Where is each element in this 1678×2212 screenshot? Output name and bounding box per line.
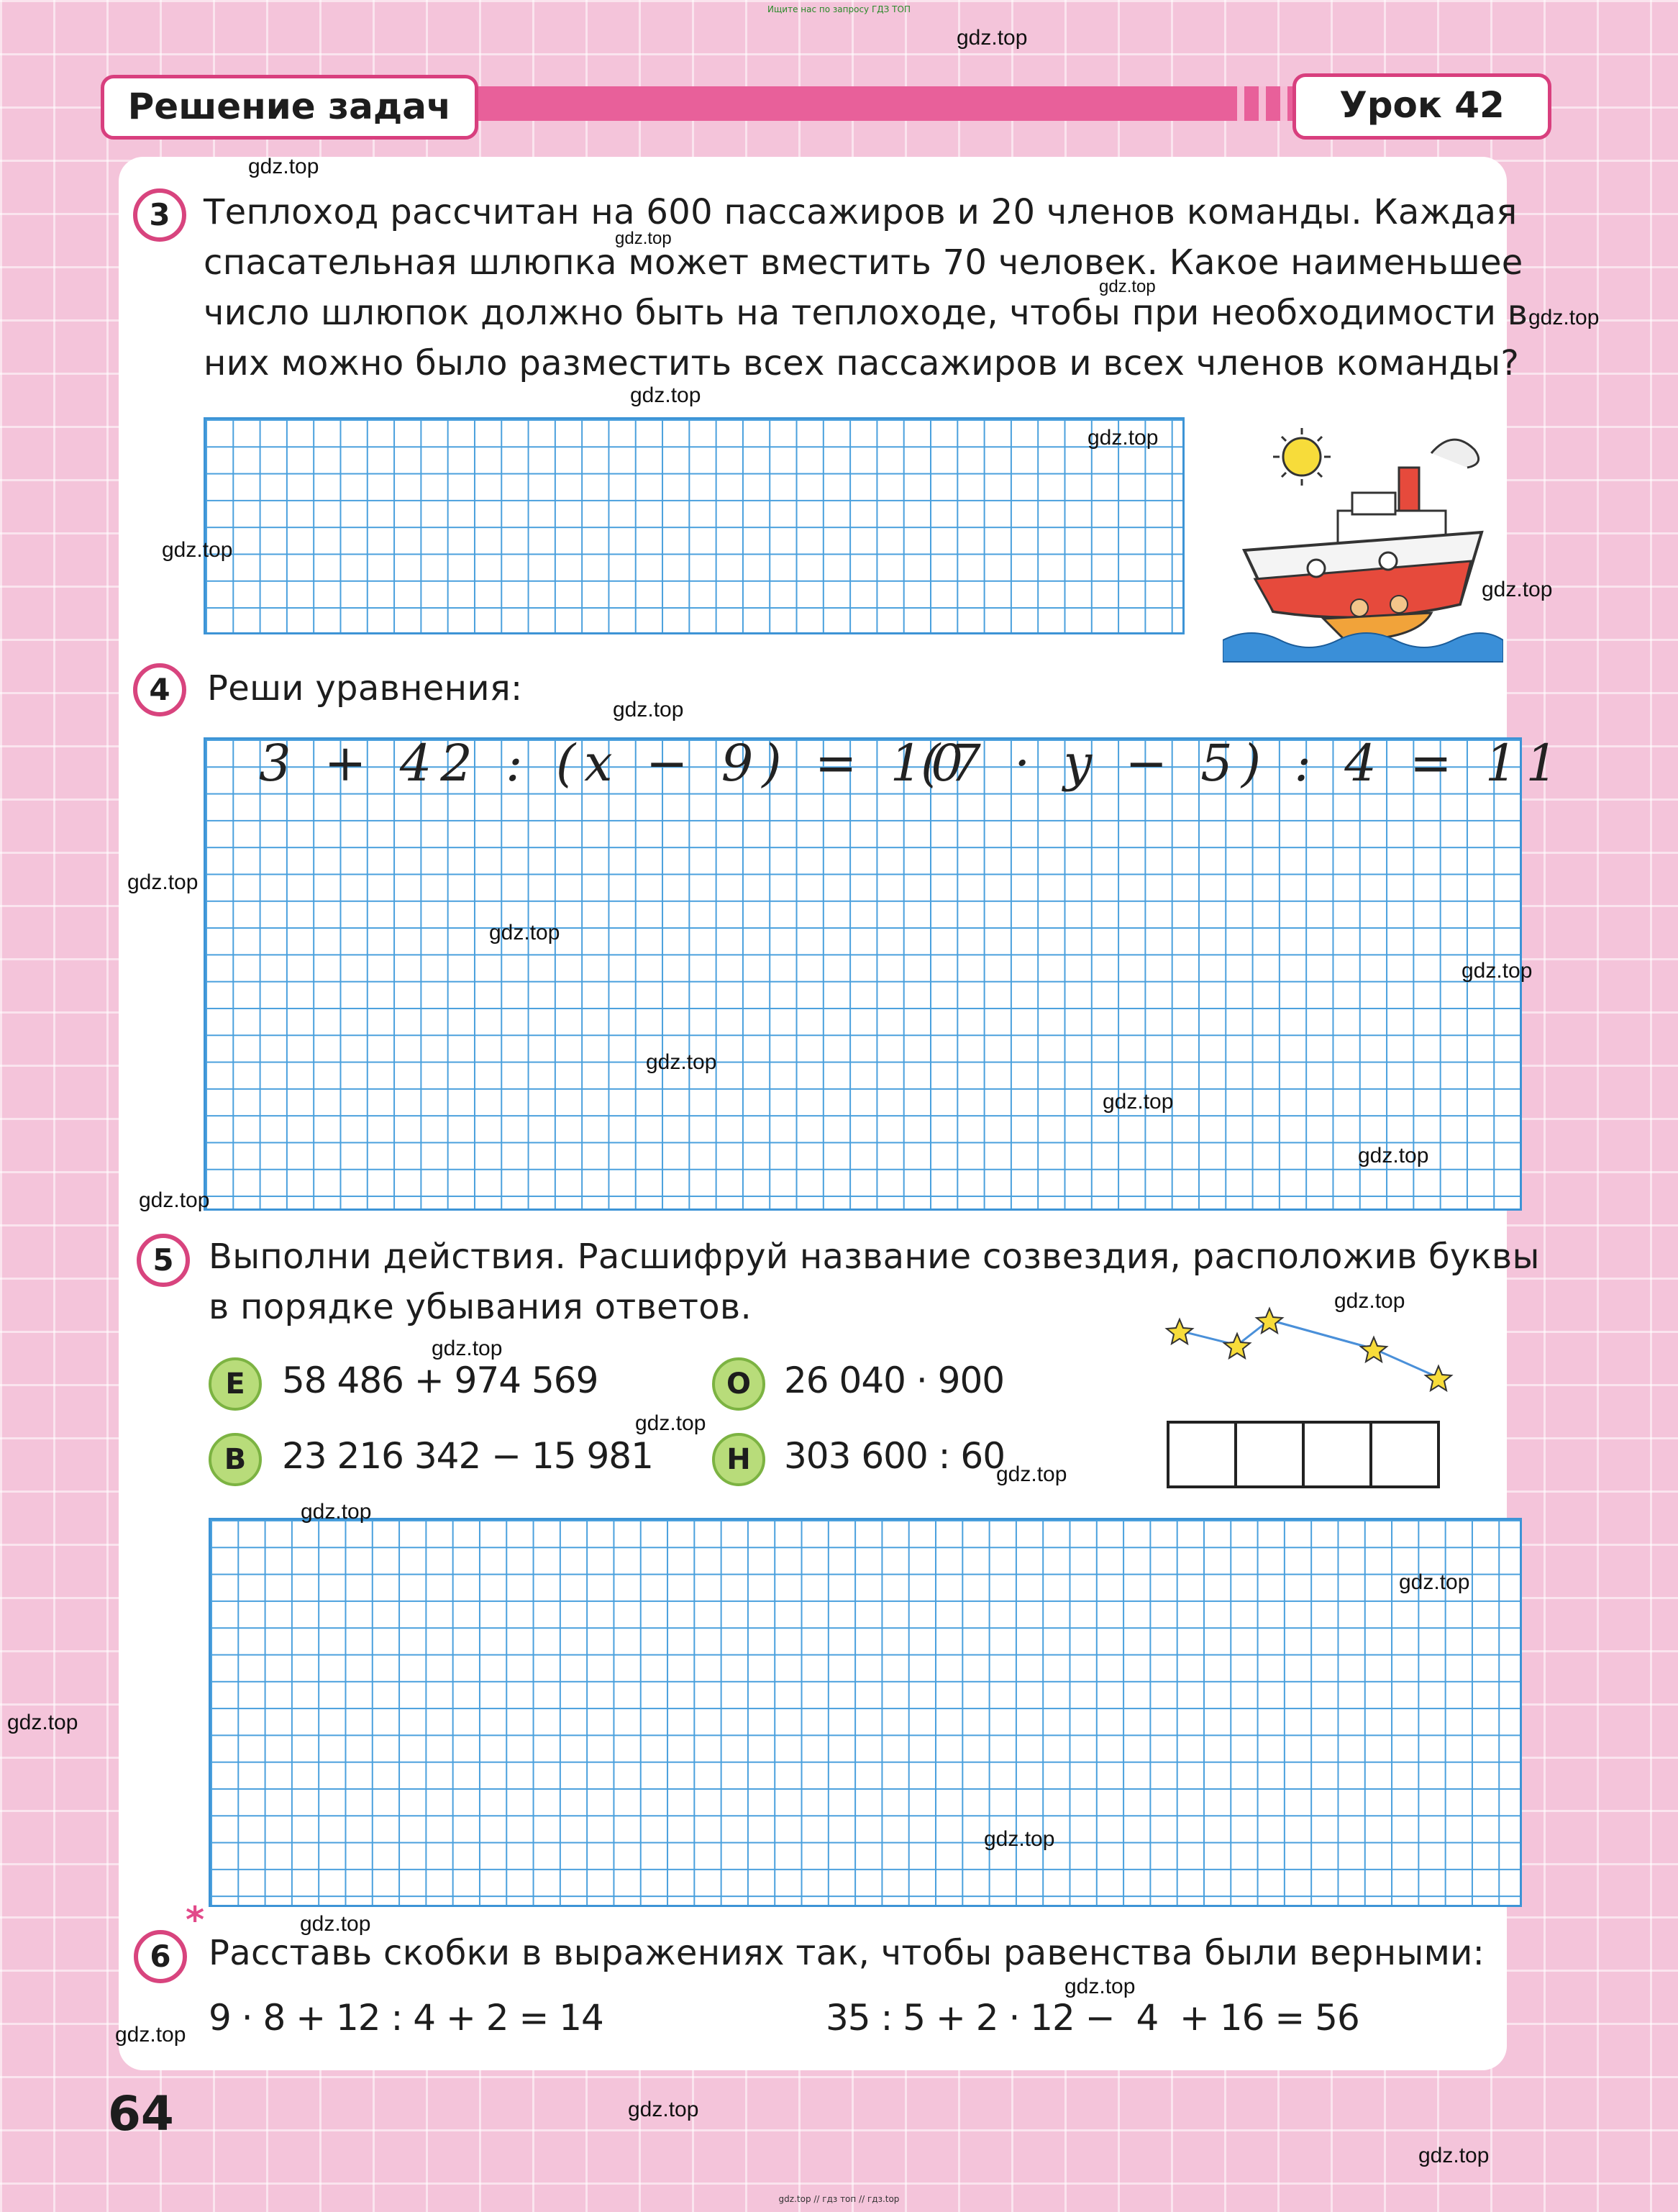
expression-6-2: 35 : 5 + 2 · 12 − 4 + 16 = 56 [826,1997,1359,2039]
header-band [360,86,1309,121]
task-5-line: Выполни действия. Расшифруй название созвездия, расположив буквы [209,1237,1540,1277]
asterisk-mark: * [186,1899,205,1941]
answer-letter-box-1[interactable] [1167,1421,1237,1488]
watermark: gdz.top [957,26,1028,50]
answer-letter-box-4[interactable] [1369,1421,1440,1488]
ship-icon [1244,440,1482,617]
task-3-badge: 3 [133,188,186,242]
watermark: gdz.top [1358,1144,1429,1168]
task-3-text [204,187,1528,388]
expression-v: 23 216 342 − 15 981 [282,1435,653,1477]
watermark: gdz.top [1482,578,1553,601]
task-4-answer-grid[interactable] [204,737,1522,1211]
expression-6-1: 9 · 8 + 12 : 4 + 2 = 14 [209,1997,603,2039]
watermark: gdz.top [301,1500,372,1524]
waves-icon [1223,633,1503,662]
watermark: gdz.top [1418,2144,1490,2167]
page-number: 64 [108,2086,174,2142]
header-stripes [1223,86,1302,121]
watermark: gdz.top [127,870,199,894]
watermark: gdz.top [1334,1289,1405,1313]
watermark: gdz.top [1462,959,1533,983]
letter-n-badge: Н [712,1433,765,1486]
watermark: gdz.top [248,155,319,178]
watermark: gdz.top [300,1912,371,1936]
task-5-badge: 5 [137,1234,190,1287]
watermark: gdz.top [432,1337,503,1360]
task-5-line: в порядке убывания ответов. [209,1287,752,1327]
task-6-badge: 6 [134,1930,187,1983]
star-icon [1167,1308,1451,1391]
watermark: gdz.top [139,1188,210,1212]
expression-e: 58 486 + 974 569 [282,1360,598,1401]
lesson-title: Урок 42 [1292,73,1551,140]
letter-v-badge: В [209,1433,262,1486]
equation-1: 3 + 42 : (x − 9) = 10 [259,734,972,793]
task-6-text: Расставь скобки в выражениях так, чтобы равенства были верными: [209,1933,1485,1973]
task-3-line: них можно было разместить всех пассажиров и всех членов команды? [204,343,1520,383]
letter-e-badge: Е [209,1357,262,1411]
ship-illustration [1223,424,1503,683]
task-5-answer-grid[interactable] [209,1518,1522,1907]
watermark: gdz.top [1399,1570,1470,1594]
watermark: gdz.top [1528,306,1600,329]
watermark: gdz.top [1064,1975,1136,1998]
constellation-illustration [1158,1302,1460,1410]
watermark: gdz.top [613,698,684,722]
section-title: Решение задач [101,75,478,140]
expression-o: 26 040 · 900 [784,1360,1005,1401]
watermark: gdz.top [646,1050,717,1074]
watermark: gdz.top [489,921,560,945]
watermark: gdz.top [630,383,701,407]
task-3-line: Теплоход рассчитан на 600 пассажиров и 20 членов команды. Каждая [204,192,1518,232]
watermark: gdz.top [1099,277,1156,296]
watermark: gdz.top [996,1462,1067,1486]
watermark: gdz.top [984,1827,1055,1851]
answer-letter-box-3[interactable] [1302,1421,1372,1488]
task-4-text: Реши уравнения: [207,668,523,709]
watermark: gdz.top [628,2098,699,2121]
top-note: Ищите нас по запросу ГДЗ ТОП [767,4,911,14]
task-3-answer-grid[interactable] [204,417,1185,634]
answer-letter-box-2[interactable] [1234,1421,1305,1488]
watermark: gdz.top [635,1411,706,1435]
watermark: gdz.top [615,229,672,248]
task-3-line: спасательная шлюпка может вместить 70 человек. Какое наименьшее [204,242,1523,283]
watermark: gdz.top [7,1711,78,1734]
sun-icon [1273,428,1331,486]
watermark: gdz.top [162,538,233,562]
watermark: gdz.top [1103,1090,1174,1114]
letter-o-badge: О [712,1357,765,1411]
bottom-note: gdz.top // гдз топ // гдз.top [778,2194,900,2204]
expression-n: 303 600 : 60 [784,1435,1006,1477]
task-3-line: число шлюпок должно быть на теплоходе, чтобы при необходимости в [204,293,1528,333]
equation-2: (7 · y − 5) : 4 = 11 [921,734,1567,793]
watermark: gdz.top [115,2023,186,2047]
task-4-badge: 4 [133,663,186,716]
watermark: gdz.top [1087,426,1159,450]
